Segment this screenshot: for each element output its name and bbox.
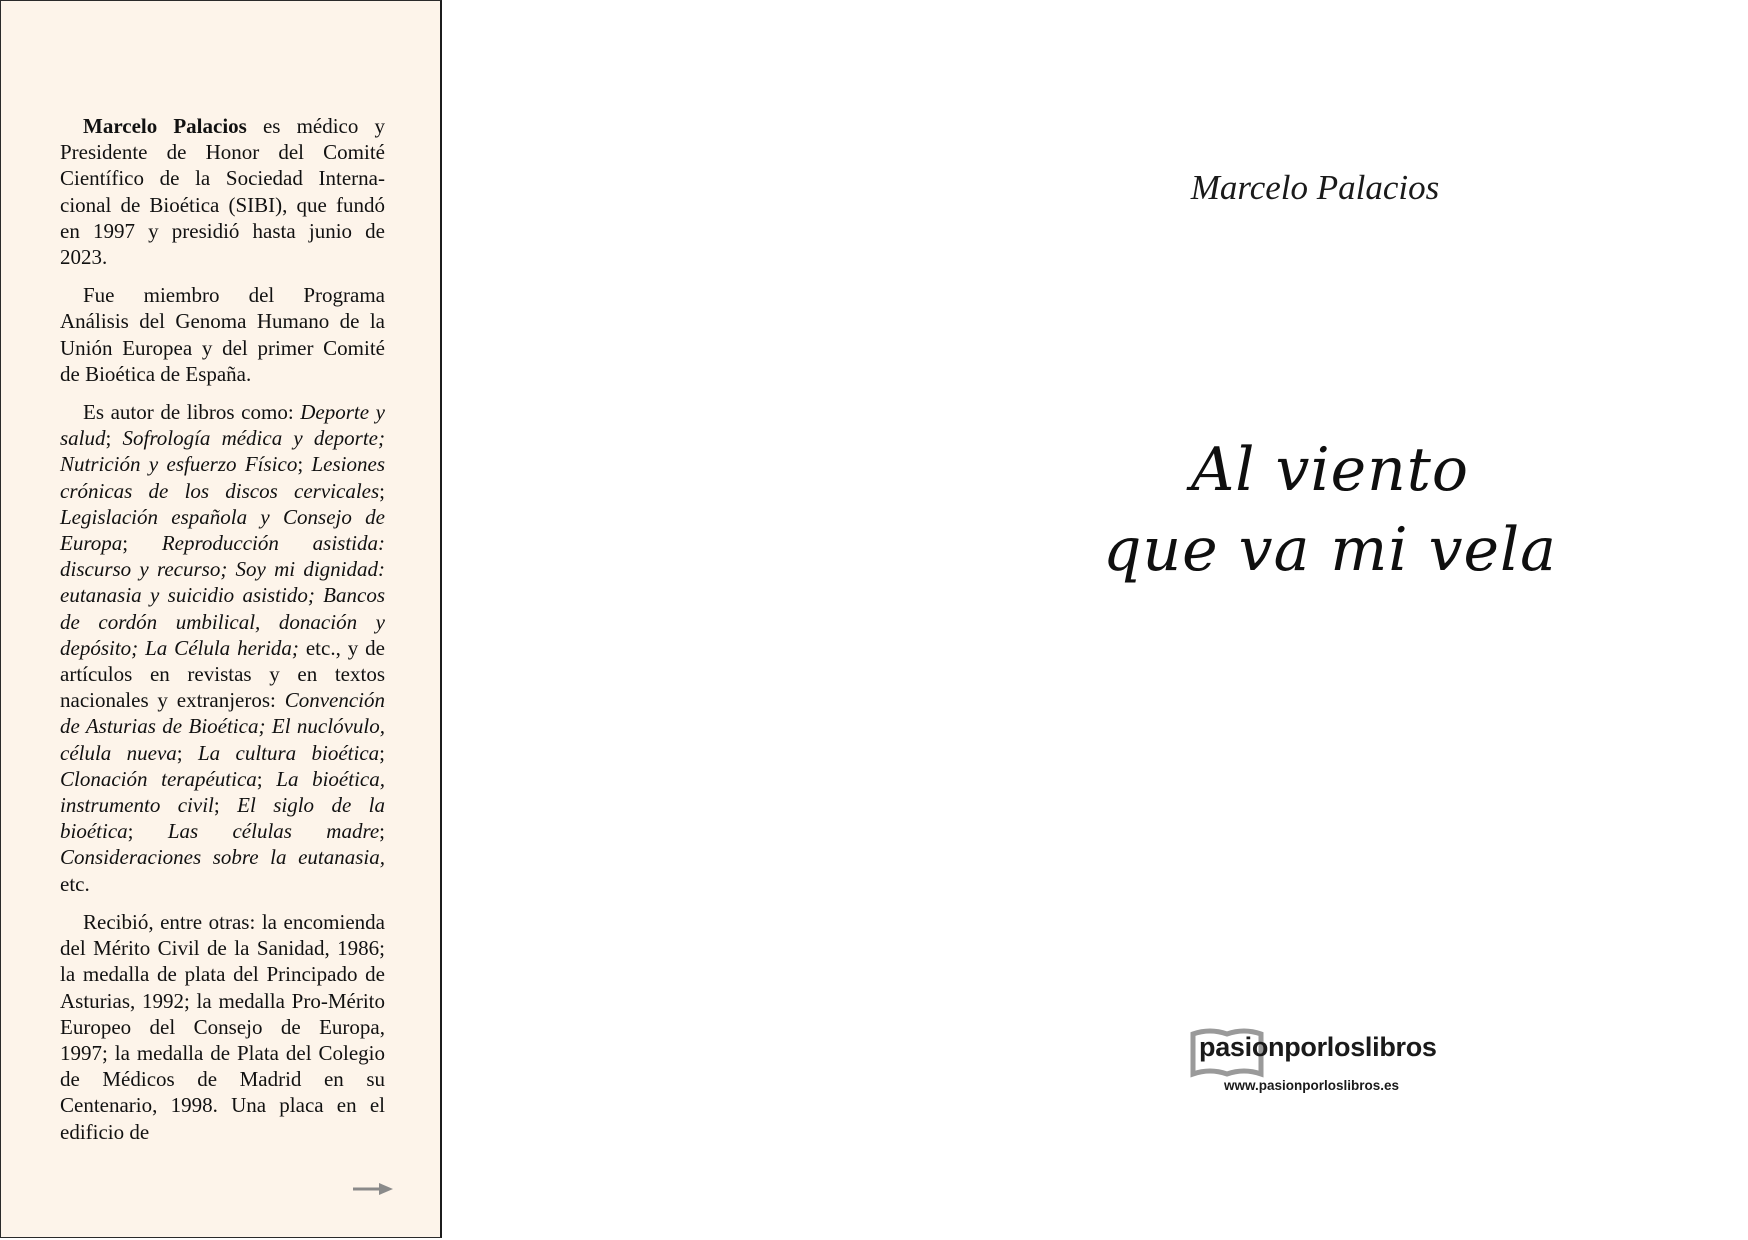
bio-text-run: Fue miembro del Programa Análisis del Genoma Humano de la Unión Europea y del primer Comité de Bioética de España. — [60, 283, 385, 386]
bio-paragraph — [60, 909, 385, 1145]
bio-text-run: Marcelo Palacios — [83, 114, 247, 138]
bio-text-run: El siglo de la bioética — [60, 793, 385, 844]
publisher-name: pasionporloslibros — [1199, 1032, 1437, 1062]
publisher-logo — [1190, 1022, 1440, 1102]
book-title — [1040, 430, 1620, 590]
bio-text-run: Legislación española y Consejo de Europa — [60, 504, 385, 556]
book-title-line-2: que va mi vela — [1103, 515, 1557, 585]
bio-text-run: Es autor de libros como: — [83, 400, 301, 425]
bio-text-run: Convención de Asturias de Bioética; El nuclóvulo, célula nueva — [60, 688, 385, 765]
bio-text-run: Las células madre — [167, 819, 380, 844]
bio-text-run: Clonación terapéutica — [60, 766, 257, 791]
bio-text-run: ; — [297, 452, 312, 477]
bio-text-run: ; — [379, 740, 385, 765]
bio-text-run: Reproducción asistida: discurso y recurso; Soy mi dignidad: eutanasia y suicidio asistido; Bancos de cordón umbilical, donación y depósito; La Célula herida; — [60, 531, 385, 660]
bio-text-run: Sofrología médica y deporte; Nutrición y esfuerzo Físico — [60, 426, 385, 477]
bio-text-run: Deporte y salud — [60, 400, 385, 451]
book-title-line-1: Al viento — [1190, 435, 1470, 505]
bio-text-run: ; — [127, 819, 168, 844]
bio-text-run: La bioética, instrumento civil — [60, 766, 385, 818]
back-flap — [0, 0, 442, 1238]
bio-text-run: ; — [379, 819, 385, 844]
publisher-url: www.pasionporloslibros.es — [1224, 1078, 1400, 1093]
author-bio — [60, 113, 385, 1157]
bio-text-run: ; — [256, 766, 277, 791]
bio-text-run: Lesiones crónicas de los discos cervicales — [60, 452, 385, 503]
bio-text-run: etc. — [60, 871, 90, 896]
bio-text-run: La cultura bioética — [197, 740, 380, 765]
bio-paragraph — [60, 282, 385, 387]
bio-text-run: ; — [213, 793, 238, 818]
bio-paragraph — [60, 113, 385, 270]
right-arrow-icon — [353, 1181, 393, 1197]
bio-text-run: etc., y de artículos en revistas y en textos nacionales y extranjeros: — [60, 635, 386, 713]
bio-text-run: ; — [379, 478, 385, 503]
bio-text-run: Consideraciones sobre la eutanasia, — [60, 845, 385, 870]
cover-author: Marcelo Palacios — [1190, 168, 1440, 207]
bio-paragraph — [60, 399, 385, 897]
bio-text-run: Recibió, entre otras: la encomienda del Mérito Civil de la Sanidad, 1986; la medalla de plata del Principado de Asturias, 1992; la medalla Pro-Mérito Europeo del Consejo de Europa, 1997; la medalla de Plata del Colegio de Médicos de Madrid en su Centenario, 1998. Una placa en el edificio de — [60, 909, 385, 1144]
bio-text-run: es médico y Presidente de Honor del Comité Científico de la Sociedad Internacional de Bioética (SIBI), que fundó en 1997 y presidió hasta junio de 2023. — [60, 114, 385, 270]
bio-text-run: ; — [122, 531, 162, 556]
bio-text-run: ; — [105, 426, 123, 451]
bio-text-run: ; — [176, 740, 198, 765]
